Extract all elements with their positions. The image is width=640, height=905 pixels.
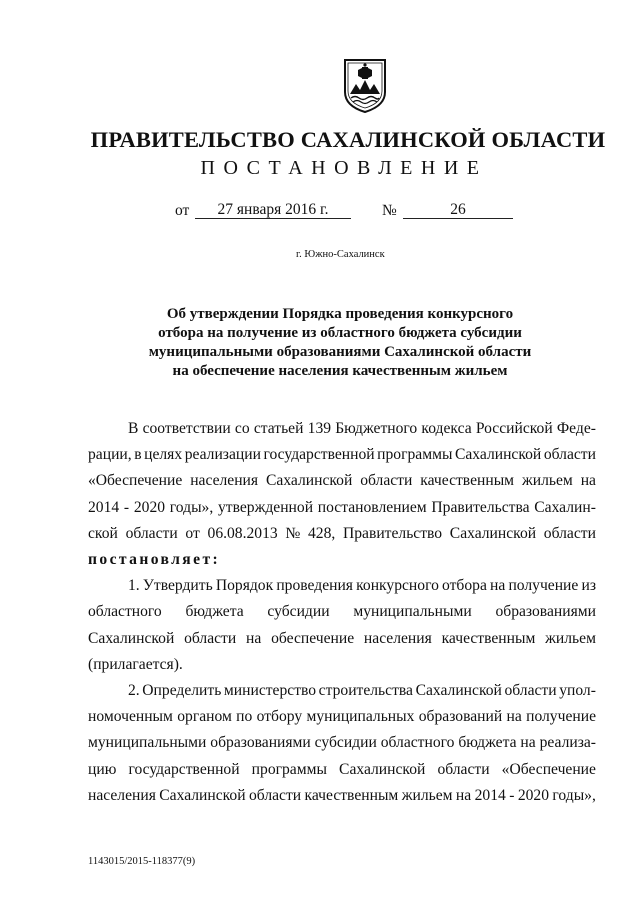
- word: 139: [307, 420, 332, 437]
- body-line: [88, 521, 596, 547]
- body-line: (прилагается).: [88, 655, 183, 673]
- word: Сахалинской: [415, 682, 502, 700]
- number-prefix: №: [382, 202, 397, 219]
- word: бюджета: [185, 603, 244, 621]
- word: субсидии: [267, 603, 330, 621]
- word: утвержденной: [217, 498, 314, 516]
- word: программы: [251, 760, 327, 778]
- document-subject: [120, 305, 560, 381]
- word: проведения: [276, 577, 353, 595]
- word: бюджета: [458, 734, 517, 752]
- word: населения: [190, 472, 259, 490]
- word: Сахалинской: [454, 446, 542, 464]
- word: годы»,: [552, 786, 596, 804]
- resolve-word: постановляет:: [88, 551, 221, 569]
- word: реализации: [184, 446, 261, 464]
- word: -: [509, 786, 515, 804]
- word: программы: [377, 446, 453, 464]
- word: Сахалинской: [159, 786, 246, 804]
- word: области: [184, 629, 237, 647]
- word: упол-: [559, 682, 596, 700]
- word: органом: [177, 708, 232, 726]
- body-line: [88, 783, 596, 809]
- word: кодекса: [421, 420, 472, 437]
- word: отбору: [256, 708, 303, 726]
- word: государственной: [128, 760, 240, 778]
- word: области: [248, 786, 302, 804]
- word: 2020: [133, 498, 166, 516]
- subject-line: муниципальными образованиями Сахалинской области: [148, 344, 532, 360]
- word: 428,: [307, 524, 336, 542]
- document-number: 26: [450, 201, 466, 218]
- word: субсидии: [314, 734, 377, 752]
- word: постановлением: [317, 498, 427, 516]
- word: статьей: [253, 420, 304, 437]
- word: отбора: [442, 577, 487, 595]
- word: области: [504, 682, 557, 700]
- body-line: [88, 442, 596, 468]
- word: министерство: [223, 682, 317, 700]
- word: -: [123, 498, 130, 516]
- coat-of-arms-icon: [343, 58, 387, 114]
- word: качественным: [441, 629, 536, 647]
- word: получение: [526, 708, 596, 726]
- word: жильем: [545, 629, 596, 647]
- body-line: [88, 495, 596, 521]
- word: Правительства: [431, 498, 530, 516]
- word: государственной: [263, 446, 375, 464]
- document-code: 1143015/2015-118377(9): [88, 856, 196, 867]
- body-line: [88, 547, 596, 573]
- document-type: ПОСТАНОВЛЕНИЕ: [200, 157, 488, 179]
- body-line: [88, 468, 596, 494]
- word: рации,: [88, 446, 132, 464]
- word: на: [506, 708, 522, 726]
- word: Бюджетного: [335, 420, 418, 437]
- word: от: [185, 524, 200, 542]
- word: получение: [508, 577, 579, 595]
- word: реализа-: [539, 734, 596, 752]
- body-line: [88, 573, 596, 599]
- word: муниципальными: [88, 734, 207, 752]
- word: населения: [88, 786, 156, 804]
- word: №: [285, 524, 301, 542]
- word: муниципальных: [306, 708, 415, 726]
- word: 2.: [128, 682, 140, 700]
- word: на: [490, 577, 506, 595]
- word: конкурсного: [356, 577, 439, 595]
- document-date: 27 января 2016 г.: [217, 201, 329, 218]
- word: Российской: [475, 420, 553, 437]
- word: из: [581, 577, 596, 595]
- word: образованиями: [495, 603, 596, 621]
- body-line: [88, 704, 596, 730]
- word: 2020: [517, 786, 549, 804]
- document-body: [88, 416, 596, 809]
- word: образований: [418, 708, 503, 726]
- word: «Обеспечение: [88, 472, 183, 490]
- body-line: [88, 626, 596, 652]
- word: муниципальными: [353, 603, 472, 621]
- word: жильем: [521, 472, 573, 490]
- word: Сахалинской: [339, 760, 426, 778]
- body-line: [88, 416, 596, 442]
- word: жильем: [401, 786, 453, 804]
- word: обеспечение: [271, 629, 355, 647]
- date-prefix: от: [175, 202, 190, 219]
- word: областного: [88, 603, 162, 621]
- word: в: [134, 446, 142, 464]
- word: области: [437, 760, 490, 778]
- word: Утвердить: [142, 577, 213, 595]
- word: 1.: [128, 577, 140, 595]
- word: соответствии: [142, 420, 231, 437]
- word: Сахалин-: [534, 498, 596, 516]
- word: Сахалинской: [266, 472, 353, 490]
- word: Сахалинской: [449, 524, 537, 542]
- government-title: ПРАВИТЕЛЬСТВО САХАЛИНСКОЙ ОБЛАСТИ: [90, 127, 606, 152]
- word: на: [246, 629, 262, 647]
- word: годы»,: [169, 498, 214, 516]
- word: областного: [380, 734, 455, 752]
- word: 2014: [88, 498, 120, 516]
- word: «Обеспечение: [501, 760, 596, 778]
- word: цию: [88, 760, 117, 778]
- word: номоченным: [88, 708, 173, 726]
- word: со: [234, 420, 250, 437]
- word: 2014: [474, 786, 506, 804]
- word: Сахалинской: [88, 629, 175, 647]
- word: области: [543, 446, 596, 464]
- subject-line: отбора на получение из областного бюджета субсидии: [158, 325, 522, 341]
- word: В: [128, 420, 139, 437]
- word: целях: [144, 446, 183, 464]
- word: по: [236, 708, 253, 726]
- word: строительства: [318, 682, 413, 700]
- word: населения: [363, 629, 432, 647]
- body-line: [88, 757, 596, 783]
- word: на: [455, 786, 472, 804]
- word: 06.08.2013: [207, 524, 278, 542]
- word: качественным: [420, 472, 515, 490]
- word: качественным: [304, 786, 399, 804]
- word: Порядок: [215, 577, 274, 595]
- word: на: [520, 734, 536, 752]
- word: области: [360, 472, 413, 490]
- word: ской: [88, 524, 118, 542]
- word: области: [543, 524, 596, 542]
- body-line: [88, 730, 596, 756]
- word: области: [125, 524, 178, 542]
- word: образованиями: [210, 734, 311, 752]
- subject-line: Об утверждении Порядка проведения конкурсного: [166, 306, 514, 322]
- body-line: [88, 599, 596, 625]
- word: Определить: [142, 682, 222, 700]
- word: на: [580, 472, 596, 490]
- subject-line: на обеспечение населения качественным жильем: [172, 363, 508, 379]
- word: Правительство: [342, 524, 443, 542]
- body-line: [88, 678, 596, 704]
- city: г. Южно-Сахалинск: [296, 249, 385, 260]
- word: Феде-: [556, 420, 596, 437]
